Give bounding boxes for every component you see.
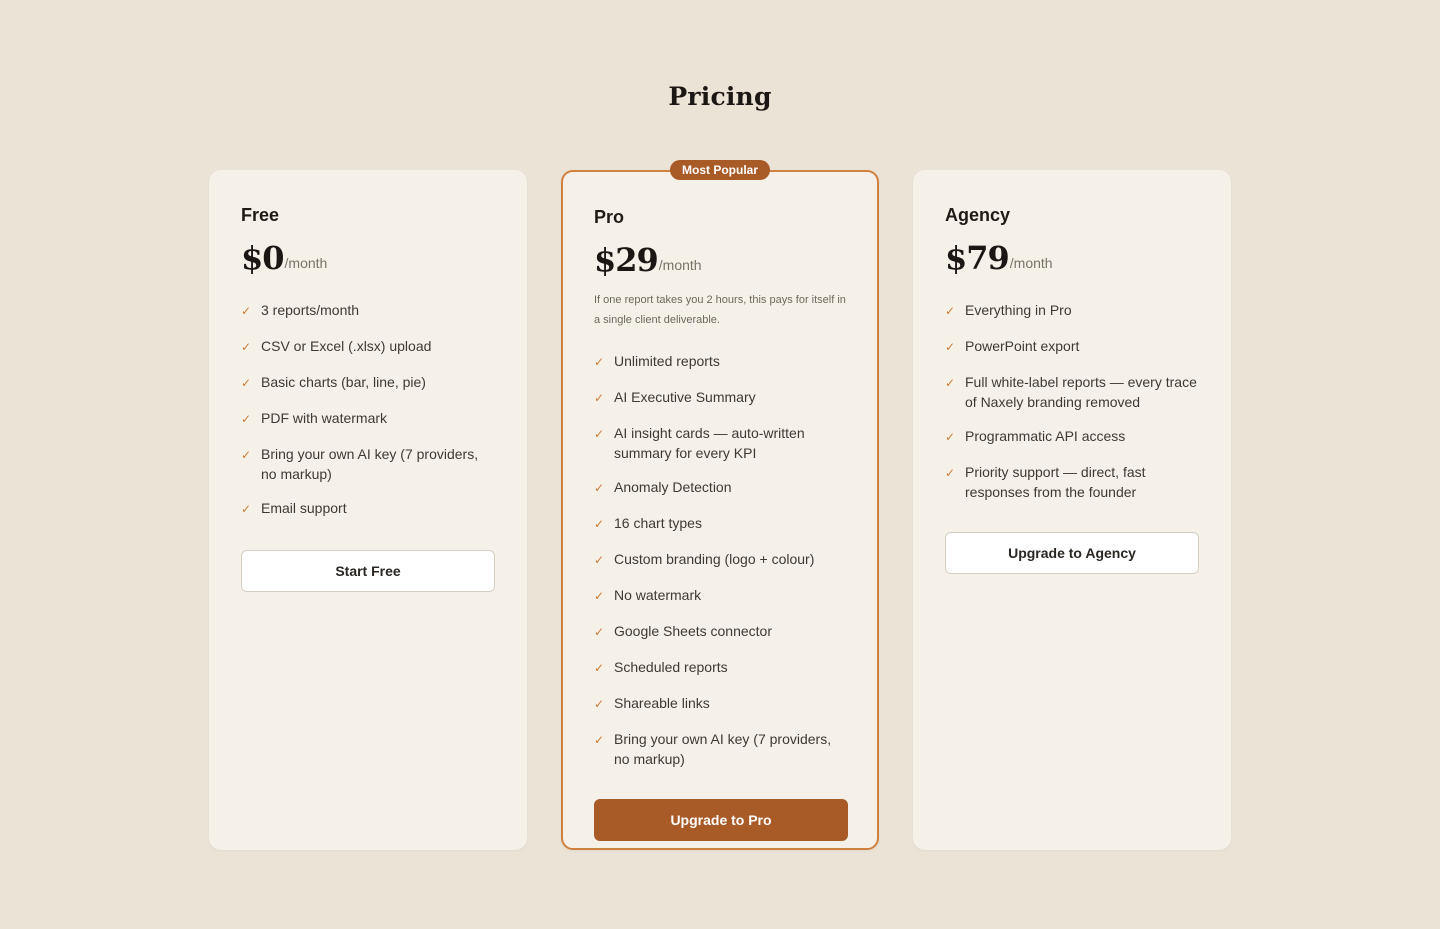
checkmark-icon: ✓ (594, 661, 605, 675)
checkmark-icon: ✓ (594, 589, 605, 603)
feature-item (241, 408, 495, 430)
checkmark-icon: ✓ (945, 430, 956, 444)
checkmark-icon: ✓ (594, 355, 605, 369)
feature-item (241, 300, 495, 322)
upgrade-to-pro-button[interactable]: Upgrade to Pro (594, 799, 848, 841)
feature-text: No watermark (614, 587, 702, 603)
feature-item (594, 351, 846, 373)
feature-text: Full white-label reports — every trace of Naxely branding removed (965, 374, 1197, 410)
feature-item (594, 477, 846, 499)
checkmark-icon: ✓ (241, 448, 252, 462)
feature-item (594, 585, 846, 607)
upgrade-to-agency-button[interactable]: Upgrade to Agency (945, 532, 1199, 574)
checkmark-icon: ✓ (945, 376, 956, 390)
feature-item (594, 657, 846, 679)
feature-item (945, 372, 1199, 412)
feature-item (594, 621, 846, 643)
feature-text: AI insight cards — auto-written summary for every KPI (614, 425, 805, 461)
checkmark-icon: ✓ (594, 391, 605, 405)
plan-price: $0 (241, 239, 284, 277)
feature-item (241, 336, 495, 358)
feature-text: Shareable links (614, 695, 710, 711)
page-title: Pricing (668, 82, 772, 111)
plan-period: /month (658, 257, 702, 273)
checkmark-icon: ✓ (241, 502, 252, 516)
plan-card-free (209, 170, 527, 850)
feature-text: Custom branding (logo + colour) (614, 551, 815, 567)
feature-text: Scheduled reports (614, 659, 728, 675)
feature-text: 3 reports/month (261, 302, 360, 318)
feature-text: Anomaly Detection (614, 479, 732, 495)
checkmark-icon: ✓ (241, 412, 252, 426)
checkmark-icon: ✓ (945, 466, 956, 480)
checkmark-icon: ✓ (945, 304, 956, 318)
price-row (945, 236, 1199, 276)
feature-text: PowerPoint export (965, 338, 1080, 354)
feature-item (945, 300, 1199, 322)
feature-list (945, 300, 1199, 502)
feature-text: Bring your own AI key (7 providers, no markup) (614, 731, 832, 767)
feature-item (241, 498, 495, 520)
price-row (241, 236, 495, 276)
feature-item (945, 336, 1199, 358)
plan-name: Pro (594, 207, 625, 227)
feature-item (594, 513, 846, 535)
feature-text: Email support (261, 500, 347, 516)
plan-period: /month (284, 255, 328, 271)
checkmark-icon: ✓ (594, 697, 605, 711)
plan-price: $29 (594, 241, 658, 279)
checkmark-icon: ✓ (594, 481, 605, 495)
feature-text: AI Executive Summary (614, 389, 756, 405)
checkmark-icon: ✓ (241, 376, 252, 390)
feature-text: Google Sheets connector (614, 623, 772, 639)
feature-item (241, 444, 495, 484)
checkmark-icon: ✓ (594, 733, 605, 747)
plan-name: Free (241, 205, 280, 225)
checkmark-icon: ✓ (594, 625, 605, 639)
feature-text: Bring your own AI key (7 providers, no markup) (261, 446, 479, 482)
feature-item (241, 372, 495, 394)
plan-name: Agency (945, 205, 1011, 225)
feature-item (945, 462, 1199, 502)
checkmark-icon: ✓ (241, 340, 252, 354)
feature-text: CSV or Excel (.xlsx) upload (261, 338, 432, 354)
checkmark-icon: ✓ (594, 517, 605, 531)
plan-card-pro (561, 163, 879, 850)
checkmark-icon: ✓ (945, 340, 956, 354)
feature-item (594, 729, 846, 769)
feature-item (594, 549, 846, 571)
feature-item (594, 423, 846, 463)
feature-text: 16 chart types (614, 515, 702, 531)
feature-item (945, 426, 1199, 448)
plan-period: /month (1009, 255, 1053, 271)
feature-item (594, 693, 846, 715)
feature-text: Priority support — direct, fast responses from the founder (965, 464, 1146, 500)
start-free-button[interactable]: Start Free (241, 550, 495, 592)
feature-text: Basic charts (bar, line, pie) (261, 374, 426, 390)
feature-text: Everything in Pro (965, 302, 1072, 318)
price-row (594, 238, 846, 278)
feature-list (594, 351, 846, 769)
feature-text: PDF with watermark (261, 410, 388, 426)
plan-card-agency (913, 170, 1231, 850)
feature-item (594, 387, 846, 409)
feature-text: Unlimited reports (614, 353, 720, 369)
checkmark-icon: ✓ (594, 427, 605, 441)
feature-text: Programmatic API access (965, 428, 1126, 444)
most-popular-badge: Most Popular (670, 160, 770, 180)
checkmark-icon: ✓ (594, 553, 605, 567)
checkmark-icon: ✓ (241, 304, 252, 318)
feature-list (241, 300, 495, 520)
plan-price: $79 (945, 239, 1009, 277)
plan-note: If one report takes you 2 hours, this pays for itself in a single client deliverable. (594, 294, 846, 326)
